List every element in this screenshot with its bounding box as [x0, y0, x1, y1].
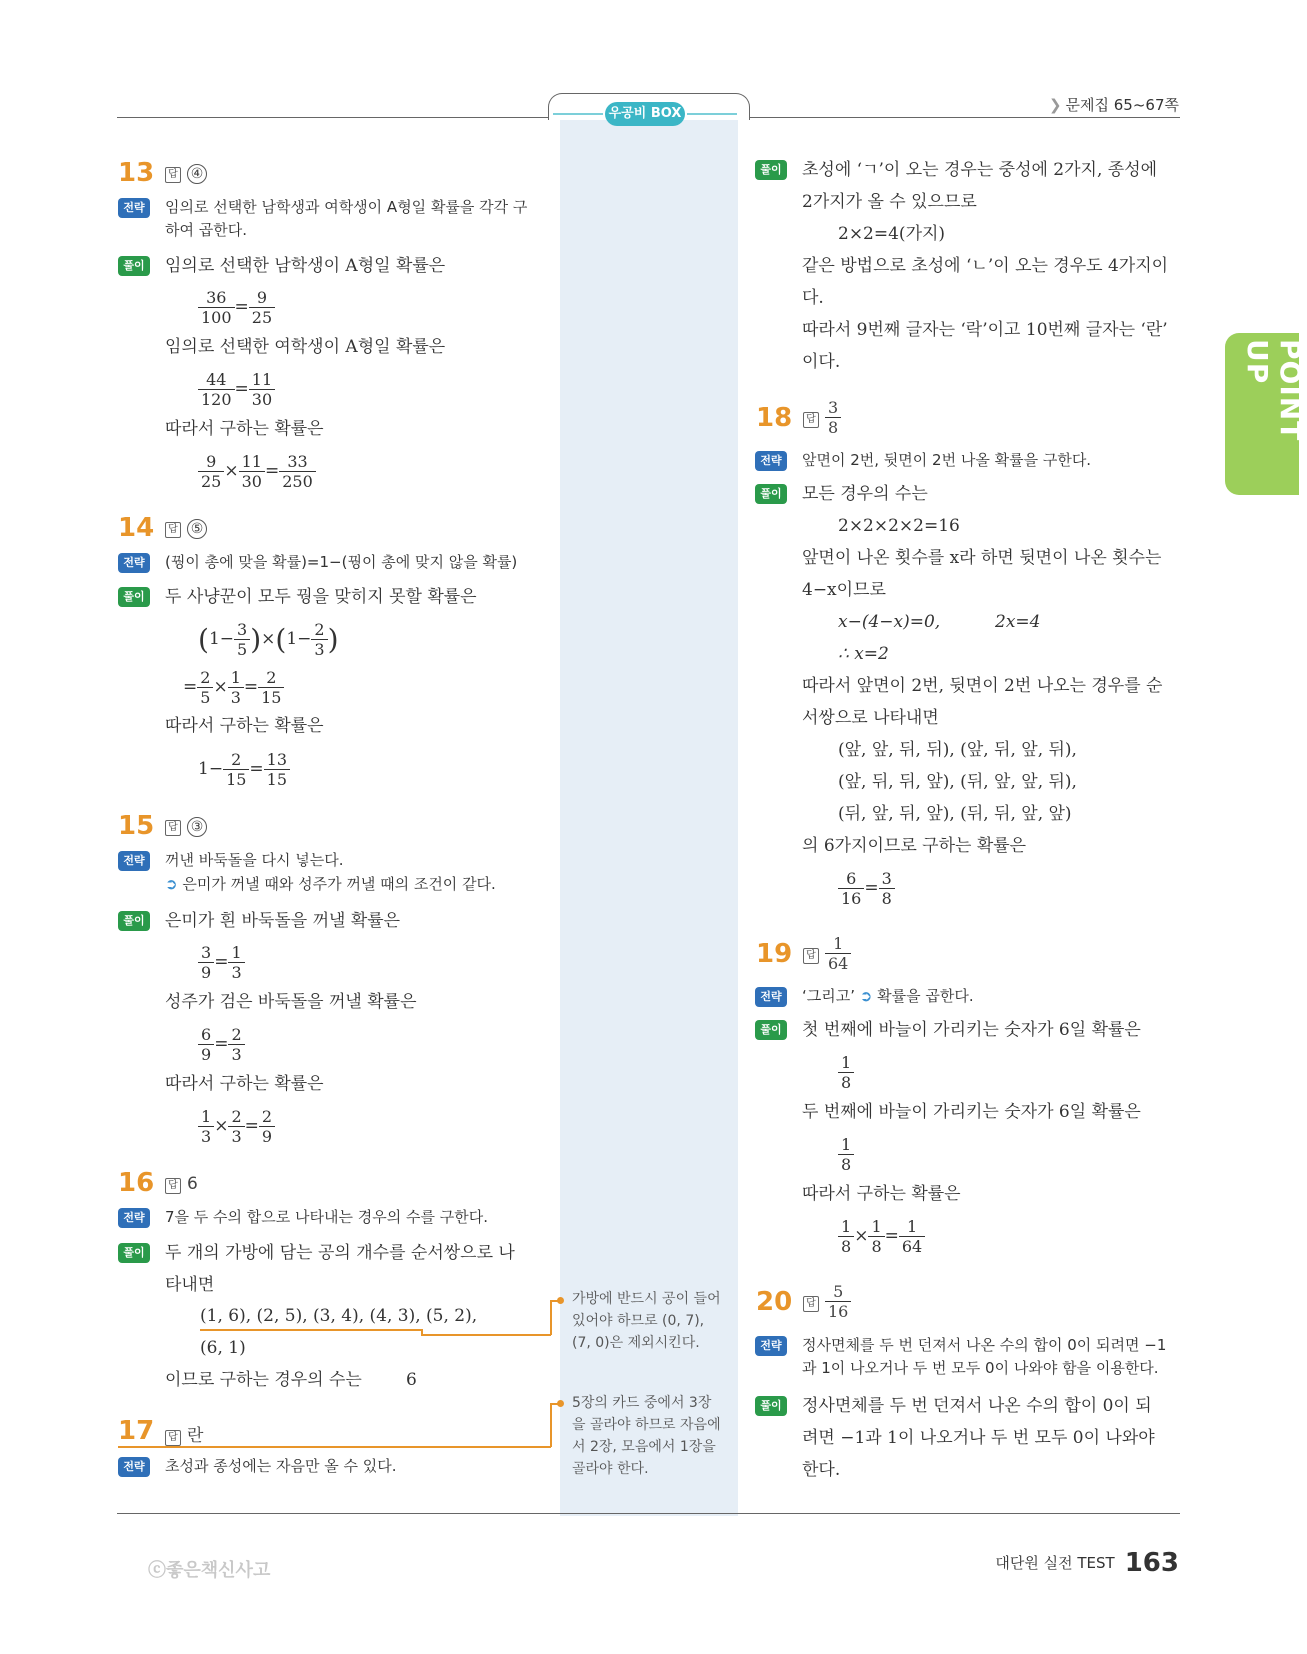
solution-text: 의 6가지이므로 구하는 확률은 — [802, 836, 1027, 856]
fraction-equation: $\frac{9}{25}$ × $\frac{11}{30}$ = $\frac{33}{250}$ — [198, 452, 316, 491]
strategy-text: 꺼낸 바둑돌을 다시 넣는다. — [165, 851, 344, 869]
solution-text: 임의로 선택한 남학생이 A형일 확률은 — [165, 256, 446, 276]
solution-text: 따라서 구하는 확률은 — [165, 1074, 324, 1094]
fraction-equation: $\frac{6}{9}$ = $\frac{2}{3}$ — [198, 1025, 245, 1064]
solution-badge: 풀이 — [755, 484, 787, 504]
answer-value: ③ — [187, 817, 207, 837]
solution-text: 같은 방법으로 초성에 ‘ㄴ’이 오는 경우도 4가지이 — [802, 256, 1169, 276]
solution-text: 려면 −1과 1이 나오거나 두 번 모두 0이 나와야 — [802, 1428, 1155, 1448]
solution-text: 2가지가 올 수 있으므로 — [802, 192, 977, 212]
solution-badge: 풀이 — [118, 256, 150, 276]
solution-badge: 풀이 — [755, 160, 787, 180]
solution-text: 첫 번째에 바늘이 가리키는 숫자가 6일 확률은 — [802, 1020, 1141, 1040]
strategy-badge: 전략 — [118, 851, 150, 871]
strategy-badge: 전략 — [118, 1208, 150, 1228]
solution-text: 따라서 구하는 확률은 — [165, 716, 324, 736]
answer — [165, 816, 207, 837]
solution-equation: 2x=4 — [995, 612, 1041, 632]
solution-text: 이다. — [802, 352, 841, 372]
fraction-equation: $\frac{3}{9}$ = $\frac{1}{3}$ — [198, 943, 245, 982]
ordered-quads: (뒤, 앞, 뒤, 앞), (뒤, 뒤, 앞, 앞) — [838, 804, 1072, 824]
question-number: 20 — [756, 1287, 793, 1317]
page-number: 163 — [1124, 1548, 1179, 1578]
answer: 답 $\frac{5}{16}$ — [803, 1282, 851, 1321]
ordered-quads: (앞, 앞, 뒤, 뒤), (앞, 뒤, 앞, 뒤), — [838, 740, 1077, 760]
answer — [165, 163, 207, 184]
answer — [165, 1421, 203, 1446]
page-reference — [1049, 94, 1179, 115]
solution-text: 다. — [802, 288, 824, 308]
question-number: 15 — [118, 811, 155, 841]
box-label: 우공비 BOX — [605, 102, 685, 126]
solution-text: 따라서 9번째 글자는 ‘락’이고 10번째 글자는 ‘란’ — [802, 320, 1168, 340]
strategy-text: 앞면이 2번, 뒷면이 2번 나올 확률을 구한다. — [802, 451, 1092, 469]
note-bullet — [557, 1400, 564, 1407]
strategy-badge: 전략 — [755, 451, 787, 471]
question-number: 18 — [756, 403, 793, 433]
connector-line — [550, 1300, 552, 1335]
question-number: 16 — [118, 1168, 155, 1198]
arrow-circle-icon: ➲ — [859, 987, 873, 1005]
solution-text: 초성에 ‘ㄱ’이 오는 경우는 중성에 2가지, 종성에 — [802, 160, 1158, 180]
fraction-equation: = $\frac{2}{5}$ × $\frac{1}{3}$ = $\frac{2}{15}$ — [183, 668, 284, 707]
point-up-label: POINT UP — [1241, 339, 1307, 442]
strategy-badge: 전략 — [755, 1336, 787, 1356]
fraction: $\frac{1}{8}$ — [838, 1053, 854, 1092]
fraction-equation: $\frac{44}{120}$ = $\frac{11}{30}$ — [198, 370, 275, 409]
solution-text: 따라서 구하는 확률은 — [165, 419, 324, 439]
fraction: $\frac{1}{8}$ — [838, 1135, 854, 1174]
solution-text: 성주가 검은 바둑돌을 꺼낼 확률은 — [165, 992, 417, 1012]
margin-note: 있어야 하므로 (0, 7), — [572, 1313, 705, 1329]
margin-note: (7, 0)은 제외시킨다. — [572, 1335, 700, 1351]
solution-equation: x−(4−x)=0, — [838, 612, 941, 632]
solution-text: 따라서 구하는 확률은 — [802, 1184, 961, 1204]
solution-text: 모든 경우의 수는 — [802, 484, 928, 504]
answer — [165, 1174, 198, 1194]
underline — [200, 1329, 422, 1331]
solution-equation: 2×2=4(가지) — [838, 224, 946, 244]
strategy-text: 정사면체를 두 번 던져서 나온 수의 합이 0이 되려면 −1 — [802, 1336, 1167, 1354]
connector-line — [421, 1334, 551, 1336]
answer: 답 $\frac{1}{64}$ — [803, 934, 851, 973]
strategy-text: 하여 곱한다. — [165, 221, 247, 239]
solution-text: 이므로 구하는 경우의 수는 — [165, 1370, 362, 1390]
strategy-text: 임의로 선택한 남학생과 여학생이 A형일 확률을 각각 구 — [165, 198, 528, 216]
margin-note: 을 골라야 하므로 자음에 — [572, 1417, 721, 1433]
answer-value: ④ — [187, 164, 207, 184]
solution-text: 두 사냥꾼이 모두 꿩을 맞히지 못할 확률은 — [165, 587, 477, 607]
solution-text: 4−x이므로 — [802, 580, 886, 600]
connector-line — [550, 1403, 552, 1447]
strategy-badge: 전략 — [118, 1457, 150, 1477]
note-bullet — [557, 1297, 564, 1304]
answer-icon: 답 — [803, 412, 819, 428]
solution-text: 두 개의 가방에 담는 공의 개수를 순서쌍으로 나 — [165, 1243, 515, 1263]
solution-equation: 2×2×2×2=16 — [838, 516, 960, 536]
answer-icon: 답 — [165, 522, 181, 538]
fraction-equation: 1− $\frac{2}{15}$ = $\frac{13}{15}$ — [198, 750, 290, 789]
solution-text: 임의로 선택한 여학생이 A형일 확률은 — [165, 337, 446, 357]
fraction-equation: $\frac{36}{100}$ = $\frac{9}{25}$ — [198, 288, 275, 327]
solution-text: 은미가 흰 바둑돌을 꺼낼 확률은 — [165, 911, 401, 931]
question-number: 19 — [756, 939, 793, 969]
strategy-badge: 전략 — [118, 198, 150, 218]
solution-text: 두 번째에 바늘이 가리키는 숫자가 6일 확률은 — [802, 1102, 1141, 1122]
page-footer — [995, 1548, 1179, 1578]
solution-value: 6 — [406, 1370, 417, 1390]
strategy-text: (꿩이 총에 맞을 확률)=1−(꿩이 총에 맞지 않을 확률) — [165, 553, 518, 571]
solution-badge: 풀이 — [755, 1020, 787, 1040]
answer-icon: 답 — [803, 1296, 819, 1312]
solution-badge: 풀이 — [118, 587, 150, 607]
connector-line — [118, 1446, 551, 1448]
solution-text: 앞면이 나온 횟수를 x라 하면 뒷면이 나온 횟수는 — [802, 548, 1162, 568]
strategy-text: 7을 두 수의 합으로 나타내는 경우의 수를 구한다. — [165, 1208, 488, 1226]
strategy-badge: 전략 — [755, 987, 787, 1007]
answer-icon: 답 — [165, 167, 181, 183]
solution-text: 따라서 앞면이 2번, 뒷면이 2번 나오는 경우를 순 — [802, 676, 1163, 696]
strategy-badge: 전략 — [118, 553, 150, 573]
answer-icon: 답 — [165, 1178, 181, 1194]
answer — [165, 518, 207, 539]
strategy-text: ‘그리고’ ➲ 확률을 곱한다. — [802, 987, 974, 1005]
fraction-equation: $\frac{6}{16}$ = $\frac{3}{8}$ — [838, 869, 895, 908]
answer: 답 $\frac{3}{8}$ — [803, 398, 841, 437]
solution-text: 서쌍으로 나타내면 — [802, 708, 939, 728]
question-number: 14 — [118, 513, 155, 543]
solution-text: 한다. — [802, 1460, 841, 1480]
question-number: 13 — [118, 158, 155, 188]
margin-note: 골라야 한다. — [572, 1461, 649, 1477]
strategy-text: 초성과 종성에는 자음만 올 수 있다. — [165, 1457, 397, 1475]
publisher-logo: ⓒ좋은책신사고 — [148, 1560, 271, 1581]
fraction-expression: (1− $\frac{3}{5}$ )×(1− $\frac{2}{3}$ ) — [198, 620, 339, 659]
arrow-circle-icon: ➲ — [165, 875, 178, 893]
solution-text: 타내면 — [165, 1275, 215, 1295]
bottom-rule — [117, 1513, 1180, 1514]
page-reference-text: 문제집 65~67쪽 — [1065, 96, 1179, 114]
section-title: 대단원 실전 TEST — [995, 1554, 1115, 1572]
answer-value: 6 — [187, 1174, 198, 1194]
solution-badge: 풀이 — [118, 911, 150, 931]
chevron-right-icon: ❯ — [1048, 96, 1062, 114]
strategy-text: 과 1이 나오거나 두 번 모두 0이 나와야 함을 이용한다. — [802, 1359, 1159, 1377]
answer-value: 란 — [187, 1426, 204, 1446]
fraction-equation: $\frac{1}{3}$ × $\frac{2}{3}$ = $\frac{2}{9}$ — [198, 1107, 275, 1146]
margin-note: 가방에 반드시 공이 들어 — [572, 1291, 721, 1307]
strategy-text: ➲ 은미가 꺼낼 때와 성주가 꺼낼 때의 조건이 같다. — [165, 875, 496, 893]
solution-badge: 풀이 — [755, 1396, 787, 1416]
ordered-quads: (앞, 뒤, 뒤, 앞), (뒤, 앞, 앞, 뒤), — [838, 772, 1077, 792]
answer-icon: 답 — [165, 1430, 181, 1446]
ordered-pairs: (1, 6), (2, 5), (3, 4), (4, 3), (5, 2), — [200, 1306, 478, 1326]
solution-equation: ∴ x=2 — [838, 644, 889, 664]
answer-value: ⑤ — [187, 519, 207, 539]
solution-badge: 풀이 — [118, 1243, 150, 1263]
point-up-tab — [1225, 333, 1307, 495]
question-number: 17 — [118, 1416, 155, 1446]
fraction-equation: $\frac{1}{8}$ × $\frac{1}{8}$ = $\frac{1}{64}$ — [838, 1217, 925, 1256]
ordered-pairs: (6, 1) — [200, 1338, 246, 1358]
solution-text: 정사면체를 두 번 던져서 나온 수의 합이 0이 되 — [802, 1396, 1152, 1416]
answer-icon: 답 — [165, 820, 181, 836]
answer-icon: 답 — [803, 948, 819, 964]
margin-note: 5장의 카드 중에서 3장 — [572, 1395, 712, 1411]
margin-note: 서 2장, 모음에서 1장을 — [572, 1439, 716, 1455]
